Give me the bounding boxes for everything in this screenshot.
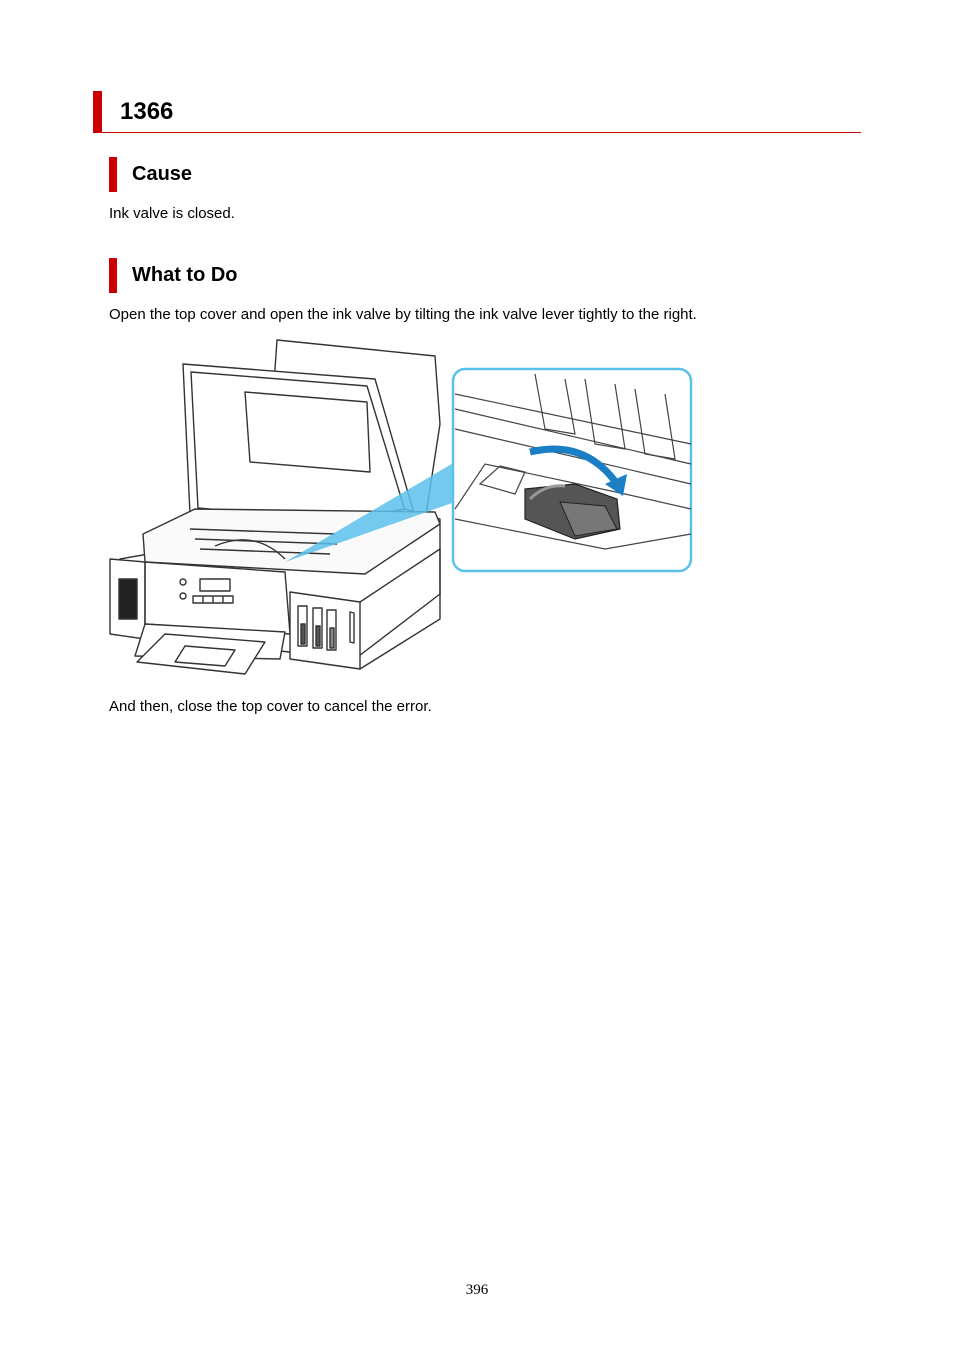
cause-heading: [109, 157, 509, 192]
cause-text: Ink valve is closed.: [109, 205, 235, 222]
page-number: 396: [465, 1282, 489, 1298]
cause-title: Cause: [132, 163, 193, 185]
error-code-heading: [93, 91, 861, 133]
page-title: 1366: [120, 98, 174, 125]
what-to-do-title: What to Do: [132, 264, 238, 286]
printer-ink-valve-illustration: [105, 334, 695, 684]
closing-text: And then, close the top cover to cancel the error.: [109, 698, 432, 715]
what-to-do-heading: [109, 258, 509, 293]
what-to-do-text: Open the top cover and open the ink valve by tilting the ink valve lever tightly to the right.: [109, 306, 697, 323]
